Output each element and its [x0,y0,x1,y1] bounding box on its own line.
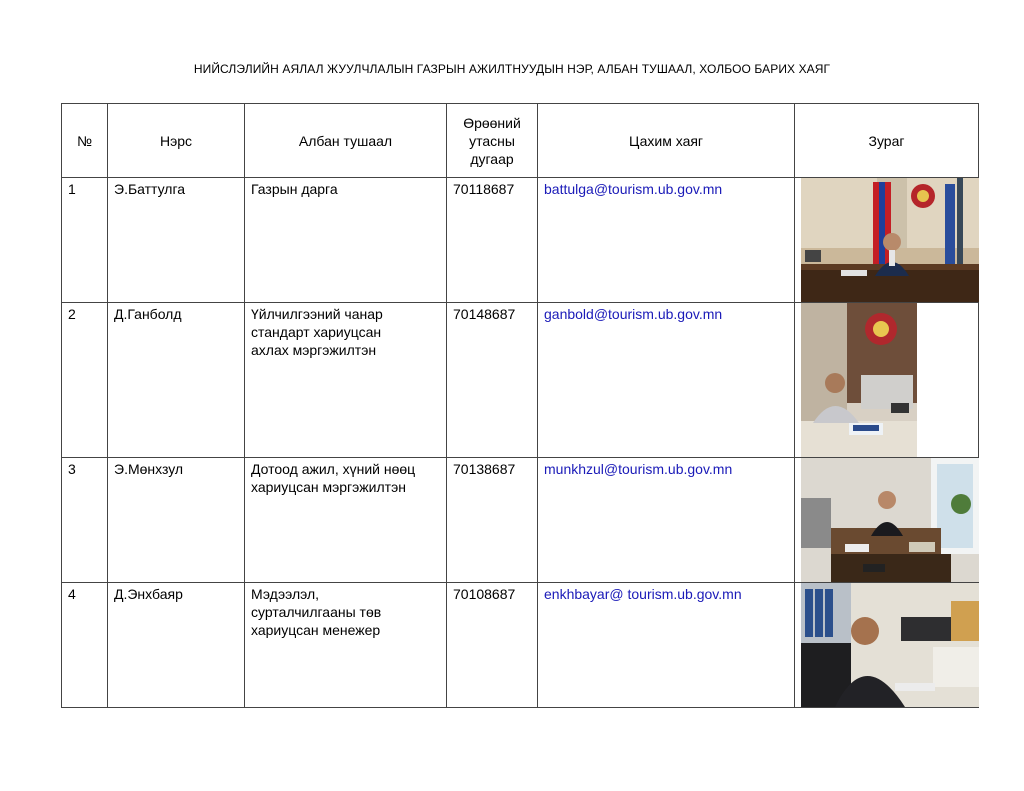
cell-email [538,303,795,458]
position-line: Үйлчилгээний чанар [251,306,383,322]
staff-photo [801,178,979,302]
email-link[interactable]: enkhbayar@ tourism.ub.gov.mn [544,586,742,602]
staff-photo [801,303,917,457]
cell-phone: 70108687 [447,583,538,708]
cell-email [538,458,795,583]
cell-position [245,303,447,458]
header-phone-line2: утасны [469,132,515,149]
header-phone [447,104,538,178]
position-line: хариуцсан мэргэжилтэн [251,479,406,495]
email-link[interactable]: munkhzul@tourism.ub.gov.mn [544,461,733,477]
position-line: стандарт хариуцсан [251,324,382,340]
staff-table [61,103,979,708]
position-line: Дотоод ажил, хүний нөөц [251,461,416,477]
cell-name: Э.Мөнхзул [108,458,245,583]
cell-number: 1 [62,178,108,303]
cell-photo [795,303,979,458]
header-photo: Зураг [795,104,979,178]
document-title: НИЙСЛЭЛИЙН АЯЛАЛ ЖУУЛЧЛАЛЫН ГАЗРЫН АЖИЛТНУУДЫН НЭР, АЛБАН ТУШААЛ, ХОЛБОО БАРИХ ХАЯГ [193,62,831,76]
cell-name: Д.Ганболд [108,303,245,458]
cell-number: 4 [62,583,108,708]
table-row [62,583,979,708]
cell-phone: 70118687 [447,178,538,303]
cell-photo [795,178,979,303]
cell-email [538,583,795,708]
cell-number: 2 [62,303,108,458]
cell-number: 3 [62,458,108,583]
cell-email [538,178,795,303]
cell-phone: 70148687 [447,303,538,458]
header-number: № [62,104,108,178]
header-email: Цахим хаяг [538,104,795,178]
cell-position [245,583,447,708]
position-line: Мэдээлэл, [251,586,320,602]
email-link[interactable]: battulga@tourism.ub.gov.mn [544,181,723,197]
cell-phone: 70138687 [447,458,538,583]
position-line: хариуцсан менежер [251,622,381,638]
position-line: Газрын дарга [251,181,338,197]
cell-position [245,458,447,583]
cell-name: Э.Баттулга [108,178,245,303]
email-link[interactable]: ganbold@tourism.ub.gov.mn [544,306,723,322]
table-header-row [62,104,979,178]
staff-photo [801,458,979,582]
cell-photo [795,458,979,583]
staff-photo [801,583,979,707]
cell-position [245,178,447,303]
header-phone-line3: дугаар [470,150,514,167]
header-position: Албан тушаал [245,104,447,178]
table-row [62,458,979,583]
header-phone-line1: Өрөөний [463,114,521,131]
position-line: сурталчилгааны төв [251,604,382,620]
cell-name: Д.Энхбаяр [108,583,245,708]
position-line: ахлах мэргэжилтэн [251,342,377,358]
table-row [62,178,979,303]
table-row [62,303,979,458]
cell-photo [795,583,979,708]
header-name: Нэрс [108,104,245,178]
